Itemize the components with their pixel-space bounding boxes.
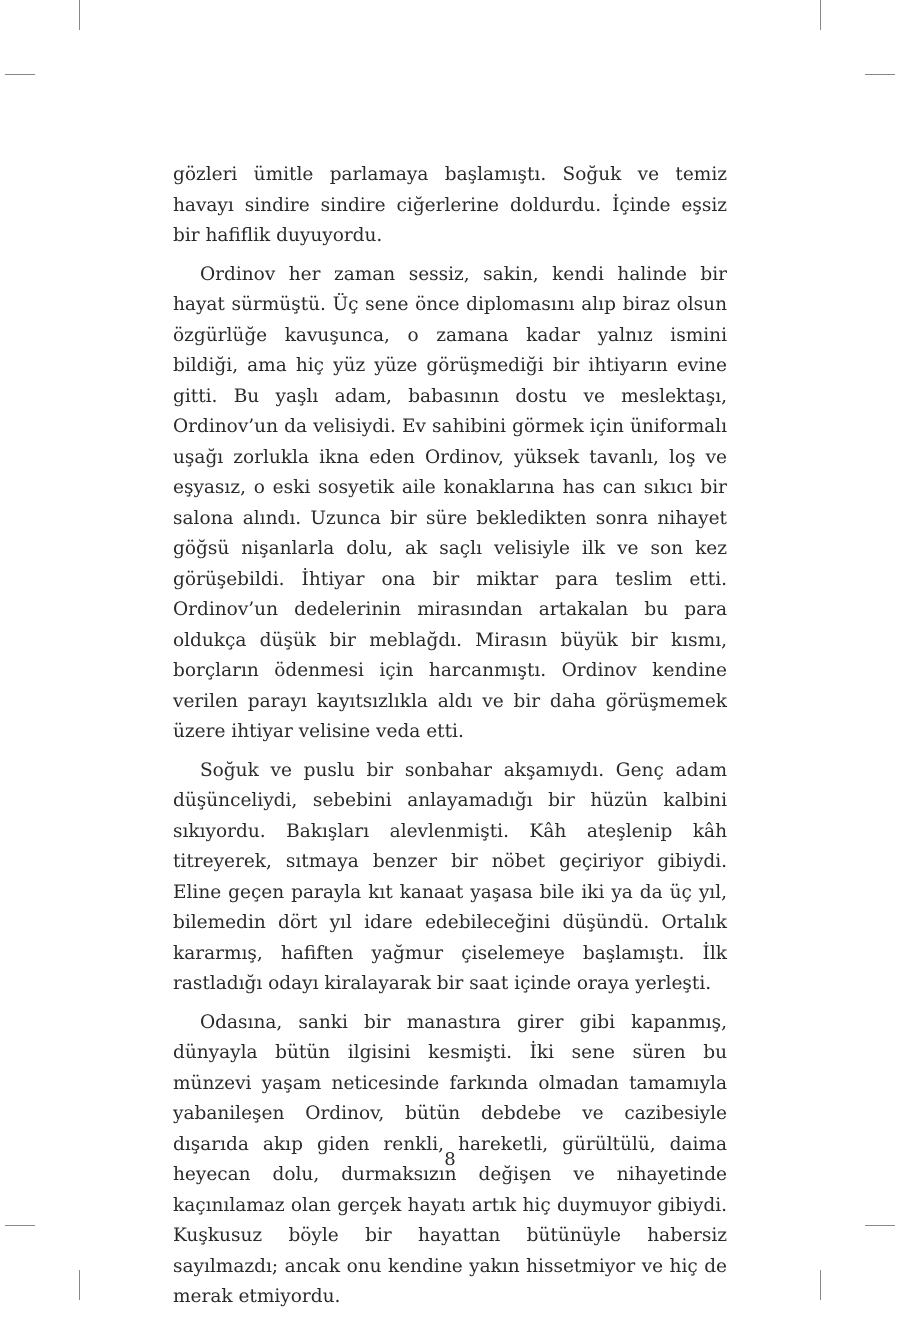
crop-mark-top-left-vertical [79, 0, 80, 30]
crop-mark-bottom-left-horizontal [5, 1225, 35, 1226]
paragraph-4: Odasına, sanki bir manastıra girer gibi kapanmış, dünyayla bütün ilgisini kesmişti. İki sene süren bu münzevi yaşam neticesinde farkında olmadan tamamıyla yabanileşen Ordinov, bütün debdebe ve cazibesiyle dışarıda akıp giden renkli, hareketli, gürültülü, daima heyecan dolu, durmaksızın değişen ve nihayetinde kaçınılamaz olan gerçek hayatı artık hiç duymuyor gibiydi. Kuşkusuz böyle bir hayattan bütünüyle habersiz sayılmazdı; ancak onu kendine yakın hissetmiyor ve hiç de merak etmiyordu. [173, 1011, 727, 1307]
page-number: 8 [444, 1149, 456, 1170]
crop-mark-bottom-right-vertical [820, 1270, 821, 1300]
paragraph-1: gözleri ümitle parlamaya başlamıştı. Soğuk ve temiz havayı sindire sindire ciğerlerine doldurdu. İçinde eşsiz bir hafiflik duyuyordu. [173, 164, 727, 246]
body-text [173, 160, 727, 1321]
paragraph-2: Ordinov her zaman sessiz, sakin, kendi halinde bir hayat sürmüştü. Üç sene önce diplomasını alıp biraz olsun özgürlüğe kavuşunca, o zamana kadar yalnız ismini bildiği, ama hiç yüz yüze görüşmediği bir ihtiyarın evine gitti. Bu yaşlı adam, babasının dostu ve meslektaşı, Ordinov’un da velisiydi. Ev sahibini görmek için üniformalı uşağı zorlukla ikna eden Ordinov, yüksek tavanlı, loş ve eşyasız, o eski sosyetik aile konaklarına has can sıkıcı bir salona alındı. Uzunca bir süre bekledikten sonra nihayet göğsü nişanlarla dolu, ak saçlı velisiyle ilk ve son kez görüşebildi. İhtiyar ona bir miktar para teslim etti. Ordinov’un dedelerinin mirasından artakalan bu para oldukça düşük bir meblağdı. Mirasın büyük bir kısmı, borçların ödenmesi için harcanmıştı. Ordinov kendine verilen parayı kayıtsızlıkla aldı ve bir daha görüşmemek üzere ihtiyar velisine veda etti. [173, 263, 727, 742]
crop-mark-bottom-left-vertical [79, 1270, 80, 1300]
crop-mark-top-left-horizontal [5, 74, 35, 75]
paragraph-3: Soğuk ve puslu bir sonbahar akşamıydı. Genç adam düşünceliydi, sebebini anlayamadığı bir hüzün kalbini sıkıyordu. Bakışları alevlenmişti. Kâh ateşlenip kâh titreyerek, sıtmaya benzer bir nöbet geçiriyor gibiydi. Eline geçen parayla kıt kanaat yaşasa bile iki ya da üç yıl, bilemedin dört yıl idare edebileceğini düşündü. Ortalık kararmış, hafiften yağmur çiselemeye başlamıştı. İlk rastladığı odayı kiralayarak bir saat içinde oraya yerleşti. [173, 759, 727, 994]
crop-mark-top-right-horizontal [865, 74, 895, 75]
crop-mark-top-right-vertical [820, 0, 821, 30]
crop-mark-bottom-right-horizontal [865, 1225, 895, 1226]
